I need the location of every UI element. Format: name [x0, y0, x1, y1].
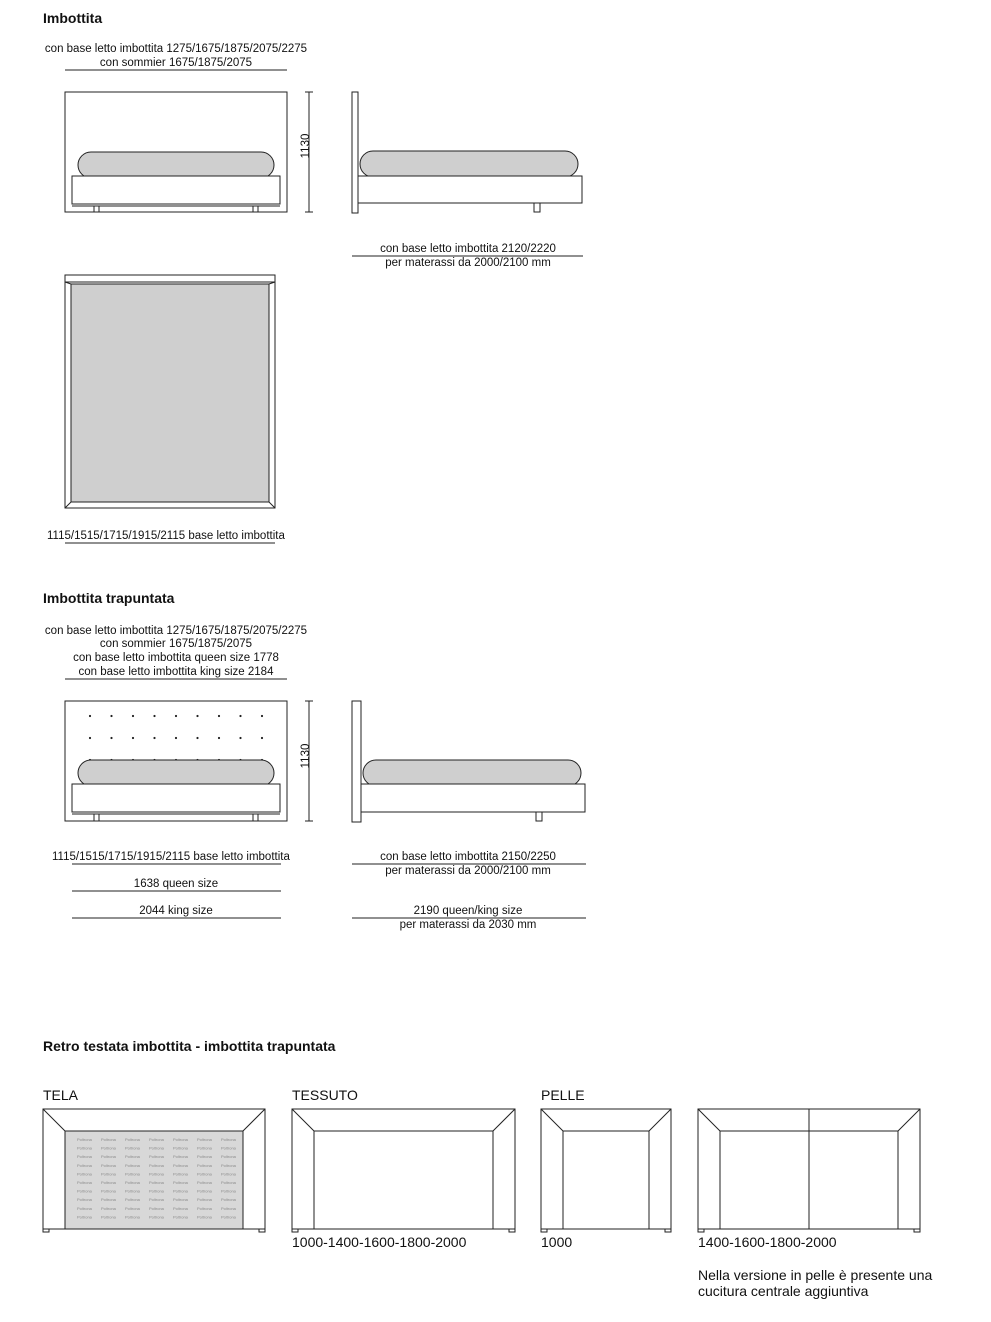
trap-side-length-label-2: per materassi da 2000/2100 mm — [385, 865, 551, 877]
tuft-button — [153, 715, 155, 717]
foot — [665, 1229, 671, 1232]
side-length-label-1: con base letto imbottita 2120/2220 — [380, 243, 556, 255]
tela-logo-mark: Poltrona — [173, 1162, 188, 1168]
pelle-small-panel — [563, 1131, 649, 1229]
tela-logo-mark: Poltrona — [101, 1205, 116, 1211]
tela-logo-mark: Poltrona — [221, 1145, 236, 1151]
tuft-button — [132, 737, 134, 739]
headboard-side — [352, 92, 358, 213]
tuft-button — [110, 715, 112, 717]
tela-logo-mark: Poltrona — [173, 1171, 188, 1177]
tela-logo-mark: Poltrona — [77, 1180, 92, 1185]
mattress-top — [71, 284, 269, 502]
tela-logo-mark: Poltrona — [101, 1214, 116, 1220]
bed-base-side — [361, 784, 585, 812]
tuft-button — [110, 737, 112, 739]
tela-logo-mark: Poltrona — [197, 1162, 212, 1168]
tela-logo-mark: Poltrona — [149, 1197, 164, 1203]
tela-logo-mark: Poltrona — [173, 1137, 188, 1142]
tela-logo-mark: Poltrona — [149, 1171, 164, 1177]
trap-height-label: 1130 — [300, 743, 312, 769]
tuft-button — [175, 715, 177, 717]
retro-pelle-small-drawing — [541, 1109, 671, 1232]
section-title-retro: Retro testata imbottita - imbottita trapuntata — [43, 1038, 336, 1054]
tela-logo-mark: Poltrona — [197, 1171, 212, 1177]
tuft-button — [261, 715, 263, 717]
tela-logo-mark: Poltrona — [125, 1197, 140, 1203]
trap-side-qk-label-2: per materassi da 2030 mm — [399, 919, 537, 931]
tela-label: TELA — [43, 1087, 79, 1103]
pelle-note-1: Nella versione in pelle è presente una — [698, 1267, 933, 1283]
pelle-small-frame — [541, 1109, 671, 1229]
corner-line — [698, 1109, 720, 1131]
tessuto-label: TESSUTO — [292, 1087, 358, 1103]
tela-logo-mark: Poltrona — [197, 1197, 212, 1203]
corner-line — [43, 1109, 65, 1131]
foot — [541, 1229, 547, 1232]
leg-side — [534, 203, 540, 212]
tela-logo-mark: Poltrona — [77, 1137, 92, 1142]
tela-logo-mark: Poltrona — [221, 1162, 236, 1168]
tela-logo-mark: Poltrona — [221, 1180, 236, 1185]
tela-logo-mark: Poltrona — [125, 1214, 140, 1220]
tuft-button — [261, 737, 263, 739]
foot — [509, 1229, 515, 1232]
tessuto-panel — [314, 1131, 493, 1229]
retro-tela-drawing — [43, 1109, 265, 1232]
tela-logo-mark: Poltrona — [125, 1154, 140, 1160]
tela-logo-mark: Poltrona — [149, 1188, 164, 1194]
tela-logo-mark: Poltrona — [197, 1214, 212, 1220]
corner-line — [65, 502, 71, 508]
trap-front-width-label-4: con base letto imbottita king size 2184 — [78, 666, 274, 678]
leg — [94, 814, 99, 821]
tela-logo-mark: Poltrona — [125, 1188, 140, 1194]
pelle-label: PELLE — [541, 1087, 585, 1103]
tela-logo-mark: Poltrona — [221, 1154, 236, 1160]
pillow — [78, 760, 274, 786]
tela-logo-mark: Poltrona — [221, 1188, 236, 1194]
foot — [259, 1229, 265, 1232]
tuft-button — [196, 715, 198, 717]
trap-side-qk-label-1: 2190 queen/king size — [413, 905, 523, 917]
mattress-side — [363, 760, 581, 786]
tela-logo-mark: Poltrona — [173, 1145, 188, 1151]
headboard-side — [352, 701, 361, 822]
side-length-label-2: per materassi da 2000/2100 mm — [385, 257, 551, 269]
tela-logo-mark: Poltrona — [101, 1137, 116, 1142]
tuft-button — [239, 737, 241, 739]
tela-logo-mark: Poltrona — [101, 1171, 116, 1177]
corner-line — [649, 1109, 671, 1131]
bed-base — [72, 784, 280, 812]
tela-logo-mark: Poltrona — [149, 1205, 164, 1211]
tela-logo-mark: Poltrona — [77, 1154, 92, 1160]
tela-logo-mark: Poltrona — [101, 1188, 116, 1194]
front-width-label-1: con base letto imbottita 1275/1675/1875/2075/2275 — [44, 43, 308, 55]
trap-side-length-label-1: con base letto imbottita 2150/2250 — [380, 851, 556, 863]
section-title-imbottita: Imbottita — [43, 10, 103, 26]
tessuto-sizes: 1000-1400-1600-1800-2000 — [292, 1234, 467, 1250]
trapuntata-front-view — [65, 679, 313, 918]
tela-logo-mark: Poltrona — [197, 1205, 212, 1211]
tela-logo-mark: Poltrona — [221, 1205, 236, 1211]
foot — [914, 1229, 920, 1232]
tela-logo-mark: Poltrona — [149, 1154, 164, 1160]
trap-front-width-label-2: con sommier 1675/1875/2075 — [99, 638, 253, 650]
leg — [253, 206, 258, 212]
tela-logo-mark: Poltrona — [173, 1197, 188, 1203]
tela-logo-mark: Poltrona — [197, 1188, 212, 1194]
pelle-size-small: 1000 — [541, 1234, 573, 1250]
tela-logo-mark: Poltrona — [197, 1154, 212, 1160]
tuft-button — [175, 737, 177, 739]
tela-logo-mark: Poltrona — [197, 1145, 212, 1151]
tuft-button — [153, 737, 155, 739]
tela-logo-mark: Poltrona — [125, 1205, 140, 1211]
height-label: 1130 — [300, 133, 312, 159]
tuft-button — [218, 737, 220, 739]
tela-logo-mark: Poltrona — [101, 1154, 116, 1160]
tela-logo-mark: Poltrona — [125, 1145, 140, 1151]
tela-logo-mark: Poltrona — [101, 1180, 116, 1185]
section-title-trapuntata: Imbottita trapuntata — [43, 590, 175, 606]
trap-front-width-label-3: con base letto imbottita queen size 1778 — [73, 652, 279, 664]
tela-logo-mark: Poltrona — [77, 1162, 92, 1168]
tela-logo-mark: Poltrona — [173, 1205, 188, 1211]
tessuto-frame — [292, 1109, 515, 1229]
trapuntata-side-view — [352, 701, 586, 918]
tela-logo-mark: Poltrona — [101, 1145, 116, 1151]
front-width-label-2: con sommier 1675/1875/2075 — [99, 57, 253, 69]
tela-logo-mark: Poltrona — [173, 1188, 188, 1194]
tuft-button — [218, 715, 220, 717]
tela-logo-mark: Poltrona — [173, 1154, 188, 1160]
tela-logo-mark: Poltrona — [77, 1197, 92, 1203]
tufting-buttons — [89, 715, 263, 761]
tela-logo-mark: Poltrona — [77, 1171, 92, 1177]
pillow — [78, 152, 274, 178]
imbottita-top-view — [65, 275, 275, 543]
tela-logo-mark: Poltrona — [149, 1145, 164, 1151]
tela-logo-mark: Poltrona — [101, 1162, 116, 1168]
tela-logo-mark: Poltrona — [149, 1180, 164, 1185]
tela-logo-mark: Poltrona — [125, 1171, 140, 1177]
leg — [253, 814, 258, 821]
leg — [94, 206, 99, 212]
pelle-size-large: 1400-1600-1800-2000 — [698, 1234, 837, 1250]
tela-logo-mark: Poltrona — [125, 1180, 140, 1185]
foot — [43, 1229, 49, 1232]
corner-line — [493, 1109, 515, 1131]
tela-logo-mark: Poltrona — [149, 1214, 164, 1220]
tela-logo-mark: Poltrona — [77, 1214, 92, 1220]
bed-base-side — [358, 176, 582, 203]
trap-front-width-label-1: con base letto imbottita 1275/1675/1875/2075/2275 — [44, 625, 308, 637]
imbottita-front-view — [65, 70, 313, 212]
king-width-label: 2044 king size — [139, 905, 213, 917]
tela-logo-mark: Poltrona — [149, 1137, 164, 1142]
bed-base — [72, 176, 280, 204]
pelle-note-2: cucitura centrale aggiuntiva — [698, 1283, 869, 1299]
corner-line — [898, 1109, 920, 1131]
tuft-button — [132, 715, 134, 717]
tela-logo-mark: Poltrona — [125, 1137, 140, 1142]
queen-width-label: 1638 queen size — [133, 878, 219, 890]
tela-logo-mark: Poltrona — [77, 1145, 92, 1151]
foot — [698, 1229, 704, 1232]
leg-side — [536, 812, 542, 821]
tuft-button — [89, 737, 91, 739]
mattress-side — [360, 151, 578, 177]
corner-line — [292, 1109, 314, 1131]
tela-logo-mark: Poltrona — [101, 1197, 116, 1203]
top-width-label: 1115/1515/1715/1915/2115 base letto imbottita — [47, 530, 285, 542]
tela-logo-mark: Poltrona — [149, 1162, 164, 1168]
tela-logo-mark: Poltrona — [197, 1180, 212, 1185]
corner-line — [243, 1109, 265, 1131]
trap-base-width-label: 1115/1515/1715/1915/2115 base letto imbottita — [52, 851, 290, 863]
tela-logo-mark: Poltrona — [197, 1137, 212, 1142]
tela-logo-mark: Poltrona — [221, 1197, 236, 1203]
retro-tessuto-drawing — [292, 1109, 515, 1232]
tela-logo-mark: Poltrona — [173, 1180, 188, 1185]
tela-logo-mark: Poltrona — [221, 1171, 236, 1177]
tela-logo-mark: Poltrona — [77, 1188, 92, 1194]
tuft-button — [89, 715, 91, 717]
headboard-top — [65, 275, 275, 282]
tela-logo-mark: Poltrona — [77, 1205, 92, 1211]
tela-logo-mark: Poltrona — [221, 1214, 236, 1220]
tela-logo-mark: Poltrona — [125, 1162, 140, 1168]
imbottita-side-view — [352, 92, 583, 256]
tela-logo-mark: Poltrona — [173, 1214, 188, 1220]
retro-pelle-large-drawing — [698, 1109, 920, 1232]
tuft-button — [196, 737, 198, 739]
corner-line — [269, 502, 275, 508]
tela-logo-mark: Poltrona — [221, 1137, 236, 1142]
corner-line — [541, 1109, 563, 1131]
foot — [292, 1229, 298, 1232]
tuft-button — [239, 715, 241, 717]
